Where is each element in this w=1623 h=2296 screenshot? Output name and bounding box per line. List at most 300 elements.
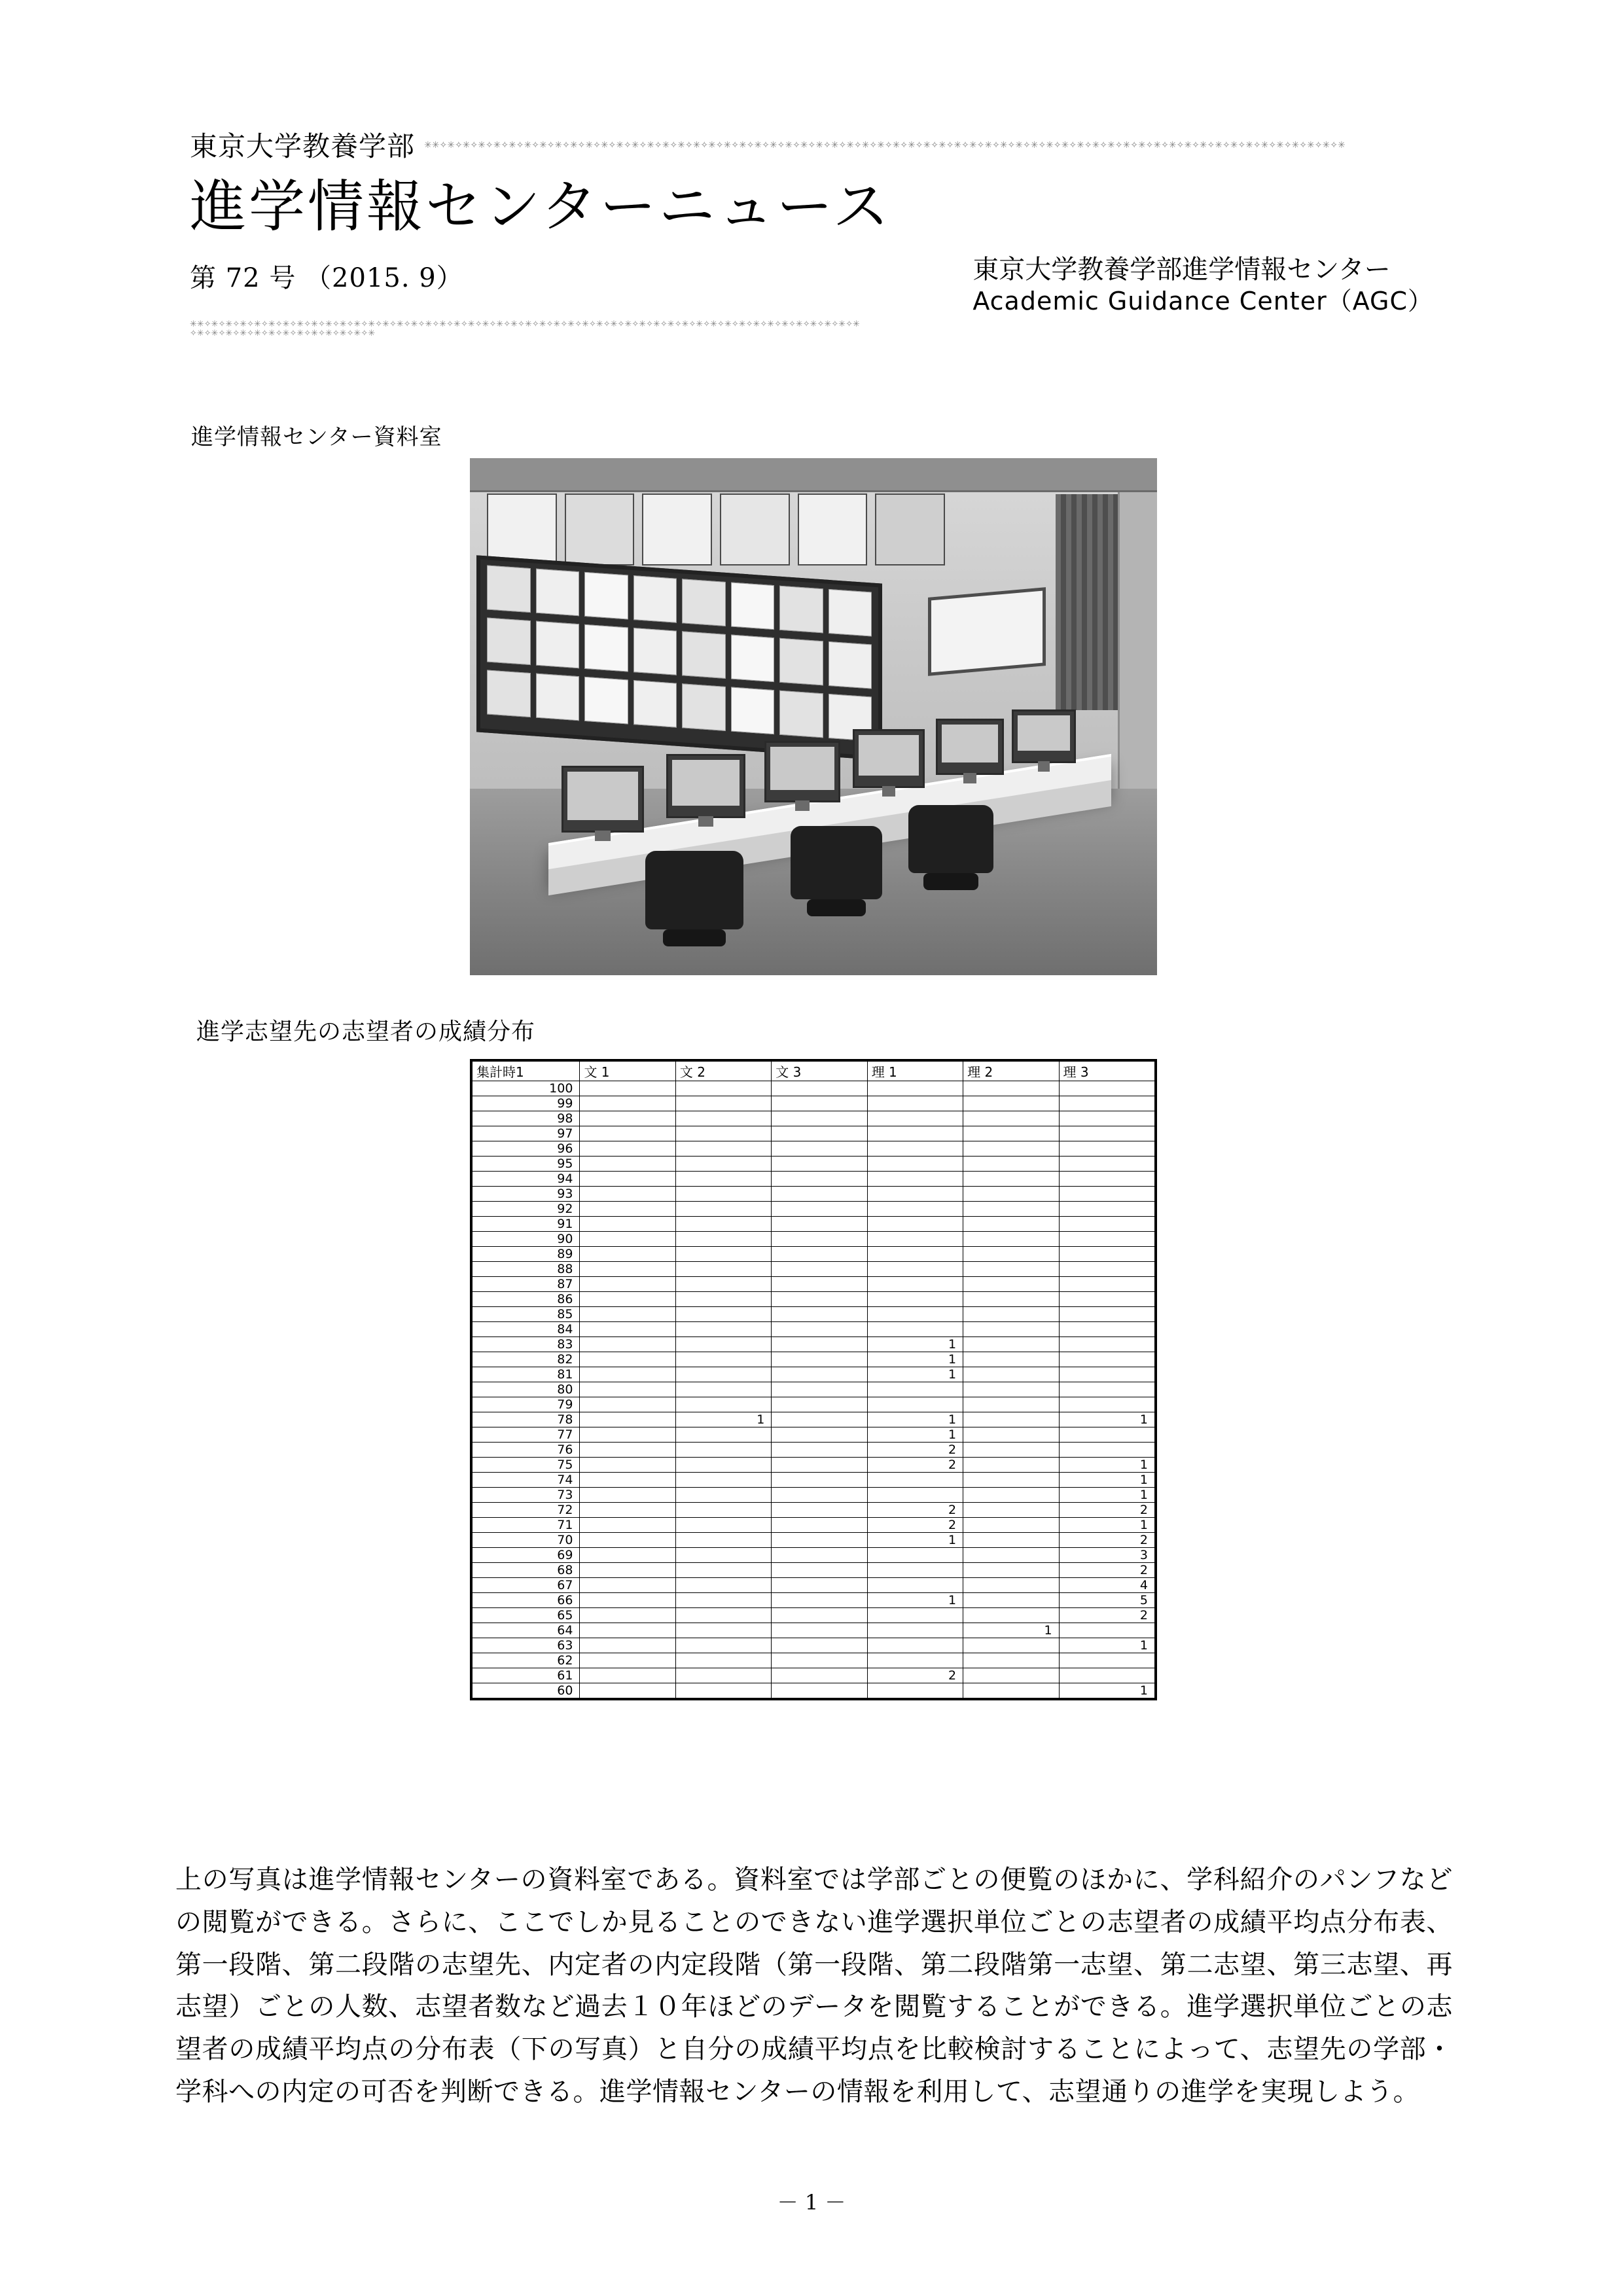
table-cell: [963, 1683, 1059, 1698]
table-row: [473, 1126, 1155, 1141]
table-cell: [963, 1458, 1059, 1473]
table-cell: [675, 1683, 771, 1698]
table-cell: 1: [867, 1337, 963, 1352]
table-cell: [580, 1367, 675, 1382]
table-cell: 1: [867, 1533, 963, 1548]
table-cell: [963, 1518, 1059, 1533]
photo-pamphlet-shelf: [476, 555, 882, 760]
table-cell: 1: [867, 1593, 963, 1608]
row-score: 81: [473, 1367, 580, 1382]
table-row: [473, 1262, 1155, 1277]
table-cell: [963, 1412, 1059, 1427]
table-cell: [675, 1081, 771, 1096]
page-number: － 1 －: [777, 2190, 846, 2215]
table-cell: 1: [1059, 1412, 1154, 1427]
table-cell: 2: [1059, 1563, 1154, 1578]
table-row: [473, 1307, 1155, 1322]
table-cell: 1: [1059, 1473, 1154, 1488]
score-distribution-table: [470, 1059, 1157, 1700]
table-row: [473, 1141, 1155, 1157]
table-cell: [580, 1307, 675, 1322]
table-cell: [772, 1412, 867, 1427]
table-cell: [580, 1608, 675, 1623]
row-score: 62: [473, 1653, 580, 1668]
table-cell: [867, 1247, 963, 1262]
table-cell: [867, 1292, 963, 1307]
table-cell: [867, 1277, 963, 1292]
photo-monitor: [1012, 709, 1076, 763]
table-cell: [963, 1307, 1059, 1322]
table-cell: [675, 1096, 771, 1111]
table-cell: [963, 1337, 1059, 1352]
table-cell: [580, 1488, 675, 1503]
table-cell: [580, 1683, 675, 1698]
table-cell: [772, 1217, 867, 1232]
table-cell: [675, 1367, 771, 1382]
photo-monitor: [562, 766, 644, 833]
table-cell: [772, 1202, 867, 1217]
table-row: [473, 1503, 1155, 1518]
table-cell: [1059, 1322, 1154, 1337]
table-cell: 1: [867, 1427, 963, 1443]
table-row: [473, 1217, 1155, 1232]
table-cell: [772, 1563, 867, 1578]
table-cell: [1059, 1427, 1154, 1443]
table-row: [473, 1608, 1155, 1623]
table-header-row: [473, 1062, 1155, 1081]
table-row: [473, 1277, 1155, 1292]
table-cell: [675, 1247, 771, 1262]
table-cell: [772, 1503, 867, 1518]
table-cell: [963, 1096, 1059, 1111]
table-cell: [772, 1126, 867, 1141]
table-cell: [867, 1473, 963, 1488]
table-row: [473, 1533, 1155, 1548]
row-score: 88: [473, 1262, 580, 1277]
table-cell: [772, 1443, 867, 1458]
table-cell: [675, 1141, 771, 1157]
table-cell: [580, 1412, 675, 1427]
table-cell: [1059, 1443, 1154, 1458]
table-cell: [675, 1488, 771, 1503]
row-score: 94: [473, 1172, 580, 1187]
table-cell: [772, 1653, 867, 1668]
table-cell: [963, 1593, 1059, 1608]
table-cell: [675, 1111, 771, 1126]
table-cell: [580, 1172, 675, 1187]
table-cell: [580, 1503, 675, 1518]
table-cell: [580, 1277, 675, 1292]
table-row: [473, 1202, 1155, 1217]
table-cell: [963, 1141, 1059, 1157]
table-cell: [675, 1397, 771, 1412]
table-row: [473, 1157, 1155, 1172]
table-row: [473, 1593, 1155, 1608]
table-cell: [963, 1247, 1059, 1262]
table-cell: [580, 1473, 675, 1488]
row-score: 83: [473, 1337, 580, 1352]
table-row: [473, 1367, 1155, 1382]
table-cell: [772, 1683, 867, 1698]
row-score: 77: [473, 1427, 580, 1443]
table-cell: [963, 1202, 1059, 1217]
table-cell: 1: [675, 1412, 771, 1427]
table-cell: [580, 1141, 675, 1157]
table-cell: [675, 1382, 771, 1397]
column-header-ri1: 理 1: [867, 1062, 963, 1081]
photo-monitor: [764, 741, 840, 802]
table-cell: [580, 1096, 675, 1111]
photo-caption: 進学情報センター資料室: [191, 424, 442, 450]
table-cell: [675, 1352, 771, 1367]
table-cell: [963, 1367, 1059, 1382]
photo-chair: [908, 805, 993, 873]
table-cell: 2: [1059, 1503, 1154, 1518]
table-cell: [1059, 1081, 1154, 1096]
body-paragraph: 上の写真は進学情報センターの資料室である。資料室では学部ごとの便覧のほかに、学科紹介のパンフなどの閲覧ができる。さらに、ここでしか見ることのできない進学選択単位ごとの志望者の成績平均点分布表、第一段階、第二段階の志望先、内定者の内定段階（第一段階、第二段階第一志望、第二志望、第三志望、再志望）ごとの人数、志望者数など過去１０年ほどのデータを閲覧することができる。進学選択単位ごとの志望者の成績平均点の分布表（下の写真）と自分の成績平均点を比較検討することによって、志望先の学部・学科への内定の可否を判断できる。進学情報センターの情報を利用して、志望通りの進学を実現しよう。: [175, 1865, 1453, 2107]
table-cell: [867, 1217, 963, 1232]
row-score: 84: [473, 1322, 580, 1337]
table-cell: [675, 1126, 771, 1141]
table-cell: [580, 1638, 675, 1653]
table-cell: [675, 1157, 771, 1172]
table-cell: [580, 1157, 675, 1172]
table-cell: [1059, 1653, 1154, 1668]
table-row: [473, 1473, 1155, 1488]
table-cell: 2: [867, 1518, 963, 1533]
table-cell: 1: [1059, 1638, 1154, 1653]
table-cell: [772, 1638, 867, 1653]
center-name-en: Academic Guidance Center（AGC）: [972, 287, 1433, 316]
table-cell: [772, 1533, 867, 1548]
table-cell: [772, 1292, 867, 1307]
ornamental-rule-bottom: ✳✳✧✳✧✳✧✳✧✳✧✳✧✳✧✳✧✳✧✳✧✳✧✳✧✳✧✳✧✳✧✳✧✳✧✳✧✳✧✳✧✳✧✳✧✳✧✳✧✳✧✳✧✳✧✳✧✳✧✳✧✳✧✳✧✳✧✳✧✳✧✳✧✳✧✳✧✳✧✳✧✳✧✳✧✳✧✳✧✳✧✳✧✳✧✳✧✳✧✳✧✳✧✳✧✳✧✳✧✳✧✳✧✳✧✳✧✳✧✳: [190, 319, 860, 337]
table-cell: [963, 1382, 1059, 1397]
table-cell: [1059, 1262, 1154, 1277]
table-cell: 1: [1059, 1458, 1154, 1473]
table-cell: [1059, 1397, 1154, 1412]
table-cell: [772, 1668, 867, 1683]
table-cell: [1059, 1157, 1154, 1172]
page-footer: [0, 2186, 1623, 2216]
table-cell: [580, 1518, 675, 1533]
table-cell: [772, 1382, 867, 1397]
table-cell: [772, 1141, 867, 1157]
table-cell: [963, 1277, 1059, 1292]
table-cell: [675, 1232, 771, 1247]
table-cell: [772, 1247, 867, 1262]
table-cell: [963, 1262, 1059, 1277]
table-cell: [675, 1443, 771, 1458]
table-cell: [867, 1232, 963, 1247]
table-cell: 2: [867, 1458, 963, 1473]
row-score: 64: [473, 1623, 580, 1638]
table-cell: [963, 1081, 1059, 1096]
row-score: 63: [473, 1638, 580, 1653]
table-cell: [1059, 1202, 1154, 1217]
table-cell: [675, 1217, 771, 1232]
table-cell: [963, 1488, 1059, 1503]
table-cell: [1059, 1307, 1154, 1322]
table-cell: [963, 1292, 1059, 1307]
table-cell: [963, 1608, 1059, 1623]
table-cell: [772, 1518, 867, 1533]
table-cell: [675, 1172, 771, 1187]
row-score: 89: [473, 1247, 580, 1262]
photo-monitor: [936, 719, 1004, 775]
ornamental-rule-top: ✳✳✧✳✧✳✧✳✧✳✧✳✧✳✧✳✧✳✧✳✧✳✧✳✧✳✧✳✧✳✧✳✧✳✧✳✧✳✧✳✧✳✧✳✧✳✧✳✧✳✧✳✧✳✧✳✧✳✧✳✧✳✧✳✧✳✧✳✧✳✧✳✧✳✧✳✧✳✧✳✧✳✧✳✧✳✧✳✧✳✧✳✧✳✧✳✧✳✧✳✧✳✧✳✧✳✧✳✧✳✧✳✧✳✧✳✧✳✧✳: [424, 141, 1346, 151]
table-cell: 4: [1059, 1578, 1154, 1593]
row-score: 66: [473, 1593, 580, 1608]
row-score: 70: [473, 1533, 580, 1548]
table-cell: [1059, 1217, 1154, 1232]
row-score: 69: [473, 1548, 580, 1563]
row-score: 82: [473, 1352, 580, 1367]
photo-whiteboard: [928, 587, 1046, 676]
table-cell: [867, 1081, 963, 1096]
photo-pillar: [1118, 492, 1157, 800]
row-score: 85: [473, 1307, 580, 1322]
table-cell: 1: [963, 1623, 1059, 1638]
table-cell: [675, 1262, 771, 1277]
table-cell: [867, 1187, 963, 1202]
table-cell: [580, 1458, 675, 1473]
table-cell: [963, 1563, 1059, 1578]
table-cell: [963, 1548, 1059, 1563]
table-cell: [772, 1608, 867, 1623]
table-cell: [580, 1578, 675, 1593]
table-cell: [772, 1111, 867, 1126]
table-cell: [772, 1337, 867, 1352]
table-row: [473, 1096, 1155, 1111]
table-cell: [867, 1608, 963, 1623]
table-cell: [963, 1187, 1059, 1202]
table-cell: [580, 1427, 675, 1443]
table-cell: [580, 1337, 675, 1352]
table-row: [473, 1352, 1155, 1367]
table-cell: [963, 1111, 1059, 1126]
row-score: 76: [473, 1443, 580, 1458]
table-cell: [580, 1202, 675, 1217]
table-row: [473, 1458, 1155, 1473]
photo-ceiling: [470, 458, 1157, 492]
table-cell: [1059, 1668, 1154, 1683]
table-cell: [772, 1593, 867, 1608]
table-row: [473, 1578, 1155, 1593]
table-cell: [772, 1488, 867, 1503]
table-cell: [675, 1623, 771, 1638]
table-cell: [580, 1668, 675, 1683]
table-cell: [772, 1427, 867, 1443]
table-cell: [772, 1548, 867, 1563]
table-cell: [963, 1352, 1059, 1367]
table-cell: [1059, 1172, 1154, 1187]
table-cell: [867, 1638, 963, 1653]
table-cell: [580, 1232, 675, 1247]
table-cell: [772, 1623, 867, 1638]
row-score: 80: [473, 1382, 580, 1397]
table-cell: [1059, 1111, 1154, 1126]
table-cell: [675, 1668, 771, 1683]
row-score: 78: [473, 1412, 580, 1427]
issue-number: 第 72 号 （2015. 9）: [190, 263, 463, 294]
table-cell: [1059, 1292, 1154, 1307]
table-cell: 1: [1059, 1683, 1154, 1698]
table-cell: [963, 1503, 1059, 1518]
table-cell: [580, 1111, 675, 1126]
table-cell: 1: [867, 1412, 963, 1427]
table-cell: [963, 1473, 1059, 1488]
table-row: [473, 1488, 1155, 1503]
table-row: [473, 1111, 1155, 1126]
row-score: 74: [473, 1473, 580, 1488]
row-score: 100: [473, 1081, 580, 1096]
photo-curtain: [1056, 494, 1118, 710]
column-header-score: 集計時1: [473, 1062, 580, 1081]
row-score: 87: [473, 1277, 580, 1292]
photo-chair: [645, 851, 743, 929]
table-cell: [675, 1548, 771, 1563]
table-cell: [580, 1247, 675, 1262]
table-cell: [580, 1623, 675, 1638]
table-row: [473, 1623, 1155, 1638]
table-cell: 2: [1059, 1608, 1154, 1623]
table-cell: [1059, 1247, 1154, 1262]
table-cell: [675, 1322, 771, 1337]
table-cell: [867, 1548, 963, 1563]
table-cell: [963, 1126, 1059, 1141]
row-score: 90: [473, 1232, 580, 1247]
table-row: [473, 1292, 1155, 1307]
table-row: [473, 1397, 1155, 1412]
table-cell: [675, 1292, 771, 1307]
table-cell: [675, 1608, 771, 1623]
row-score: 68: [473, 1563, 580, 1578]
table-cell: [772, 1262, 867, 1277]
department-line: [190, 121, 1453, 160]
table-cell: [580, 1593, 675, 1608]
row-score: 93: [473, 1187, 580, 1202]
table-row: [473, 1187, 1155, 1202]
table-cell: [580, 1217, 675, 1232]
table-cell: [675, 1653, 771, 1668]
department-name: 東京大学教養学部: [190, 130, 416, 162]
table-cell: [1059, 1126, 1154, 1141]
table-cell: [772, 1157, 867, 1172]
row-score: 67: [473, 1578, 580, 1593]
table-cell: [867, 1126, 963, 1141]
table-cell: [675, 1533, 771, 1548]
table-cell: [867, 1096, 963, 1111]
table-cell: 5: [1059, 1593, 1154, 1608]
table-cell: [580, 1548, 675, 1563]
table-row: [473, 1427, 1155, 1443]
row-score: 75: [473, 1458, 580, 1473]
masthead: [190, 121, 1453, 337]
table-cell: [772, 1397, 867, 1412]
table-cell: [675, 1593, 771, 1608]
table-cell: [580, 1126, 675, 1141]
table-cell: [963, 1638, 1059, 1653]
table-cell: [867, 1683, 963, 1698]
table-cell: [580, 1081, 675, 1096]
table-cell: [867, 1157, 963, 1172]
row-score: 72: [473, 1503, 580, 1518]
table-cell: [867, 1141, 963, 1157]
table-cell: [1059, 1277, 1154, 1292]
table-cell: [675, 1638, 771, 1653]
row-score: 95: [473, 1157, 580, 1172]
table-cell: [772, 1458, 867, 1473]
table-cell: [580, 1352, 675, 1367]
table-cell: [772, 1578, 867, 1593]
photo-monitor: [853, 729, 925, 788]
table-cell: [772, 1232, 867, 1247]
table-cell: [580, 1382, 675, 1397]
table-cell: [675, 1518, 771, 1533]
table-row: [473, 1172, 1155, 1187]
table-cell: [675, 1277, 771, 1292]
table-row: [473, 1232, 1155, 1247]
table-row: [473, 1081, 1155, 1096]
table-row: [473, 1638, 1155, 1653]
table-cell: [580, 1397, 675, 1412]
center-name-block: [972, 253, 1453, 317]
table-cell: 1: [1059, 1518, 1154, 1533]
column-header-bun2: 文 2: [675, 1062, 771, 1081]
photo-chair: [791, 826, 882, 899]
table-cell: [963, 1653, 1059, 1668]
table-cell: [675, 1202, 771, 1217]
table-cell: [963, 1578, 1059, 1593]
photo-poster-band: [487, 493, 945, 565]
row-score: 97: [473, 1126, 580, 1141]
table-row: [473, 1412, 1155, 1427]
table-cell: 1: [867, 1367, 963, 1382]
table-cell: 1: [867, 1352, 963, 1367]
table-cell: [580, 1262, 675, 1277]
table-cell: [963, 1232, 1059, 1247]
table-cell: 3: [1059, 1548, 1154, 1563]
row-score: 61: [473, 1668, 580, 1683]
body-text: [175, 1859, 1453, 2113]
center-name-jp: 東京大学教養学部進学情報センター: [972, 255, 1391, 285]
row-score: 60: [473, 1683, 580, 1698]
table-cell: [1059, 1337, 1154, 1352]
table-cell: [867, 1563, 963, 1578]
table-cell: [963, 1533, 1059, 1548]
table-cell: [1059, 1367, 1154, 1382]
table-row: [473, 1683, 1155, 1698]
table-cell: [867, 1382, 963, 1397]
row-score: 96: [473, 1141, 580, 1157]
table-cell: [963, 1397, 1059, 1412]
table-cell: [772, 1081, 867, 1096]
table-cell: [963, 1668, 1059, 1683]
table-row: [473, 1653, 1155, 1668]
table-cell: [867, 1262, 963, 1277]
table-cell: [867, 1623, 963, 1638]
table-cell: [580, 1322, 675, 1337]
table-cell: [580, 1563, 675, 1578]
table-cell: [867, 1202, 963, 1217]
table-cell: [675, 1473, 771, 1488]
table-row: [473, 1518, 1155, 1533]
table-cell: [963, 1172, 1059, 1187]
table-cell: [1059, 1141, 1154, 1157]
table-cell: [675, 1578, 771, 1593]
table-cell: [867, 1653, 963, 1668]
